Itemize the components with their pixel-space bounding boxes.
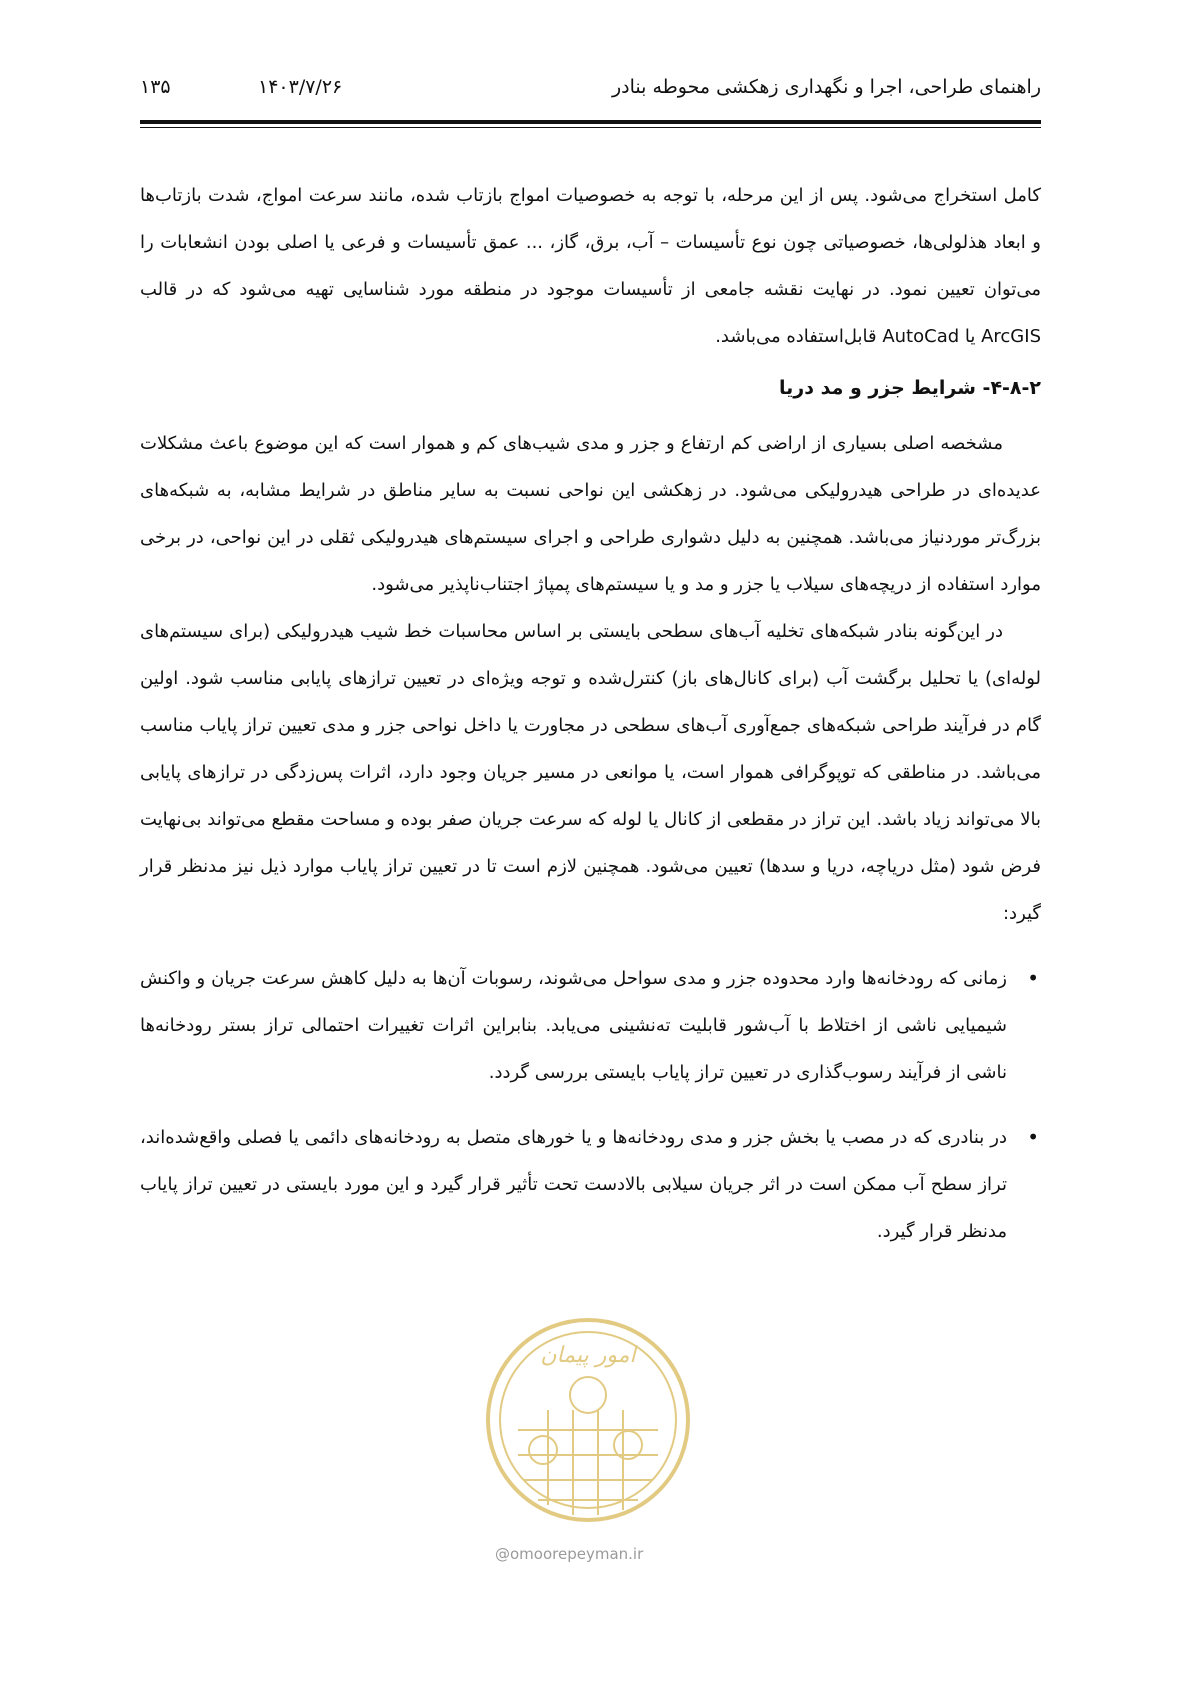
watermark-logo-text: امور پیمان <box>540 1343 636 1368</box>
document-title: راهنمای طراحی، اجرا و نگهداری زهکشی محوطه بنادر <box>611 76 1041 98</box>
section-paragraph-1: مشخصه اصلی بسیاری از اراضی کم ارتفاع و جزر و مدی شیب‌های کم و هموار است که این موضوع باعث مشکلات عدیده‌ای در طراحی هیدرولیکی می‌شود. در زهکشی این نواحی نسبت به سایر مناطق در شرایط مشابه، به شبکه‌های بزرگ‌تر موردنیاز می‌باشد. همچنین به دلیل دشواری طراحی و اجرای سیستم‌های هیدرولیکی ثقلی در این نواحی، در برخی موارد استفاده از دریچه‌های سیلاب یا جزر و مد و یا سیستم‌های پمپاژ اجتناب‌ناپذیر می‌شود. <box>140 433 1041 595</box>
page-number: ۱۳۵ <box>140 76 171 98</box>
header-date: ۱۴۰۳/۷/۲۶ <box>258 76 343 98</box>
watermark-url: @omoorepeyman.ir <box>495 1545 644 1563</box>
bullet-icon: • <box>1027 1125 1039 1149</box>
list-item-text: در بنادری که در مصب یا بخش جزر و مدی رودخانه‌ها و یا خورهای متصل به رودخانه‌های دائمی یا فصلی واقع‌شده‌اند، تراز سطح آب ممکن است در اثر جریان سیلابی بالادست تحت تأثیر قرار گیرد و این مورد بایستی در تعیین تراز پایاب مدنظر قرار گیرد. <box>140 1127 1007 1242</box>
bullet-icon: • <box>1027 966 1039 990</box>
bullet-list <box>140 955 1041 1255</box>
watermark-logo-icon <box>478 1300 698 1540</box>
list-item <box>140 955 1041 1096</box>
header-rule-thin <box>140 127 1041 128</box>
intro-paragraph: کامل استخراج می‌شود. پس از این مرحله، با توجه به خصوصیات امواج بازتاب شده، مانند سرعت امواج، شدت بازتاب‌ها و ابعاد هذلولی‌ها، خصوصیاتی چون نوع تأسیسات – آب، برق، گاز، ... عمق تأسیسات و فرعی یا اصلی بودن انشعابات را می‌توان تعیین نمود. در نهایت نقشه جامعی از تأسیسات موجود در منطقه مورد شناسایی تهیه می‌شود که در قالب ArcGIS یا AutoCad قابل‌استفاده می‌باشد. <box>140 185 1041 347</box>
section-heading: ۴-۸-۲- شرایط جزر و مد دریا <box>779 377 1041 399</box>
header-rule-thick <box>140 120 1041 124</box>
section-paragraph-2: در این‌گونه بنادر شبکه‌های تخلیه آب‌های سطحی بایستی بر اساس محاسبات خط شیب هیدرولیکی (برای سیستم‌های لوله‌ای) یا تحلیل برگشت آب (برای کانال‌های باز) کنترل‌شده و توجه ویژه‌ای در تعیین ترازهای پایابی مناسب شود. اولین گام در فرآیند طراحی شبکه‌های جمع‌آوری آب‌های سطحی در مجاورت یا داخل نواحی جزر و مدی تعیین تراز پایاب مناسب می‌باشد. در مناطقی که توپوگرافی هموار است، یا موانعی در مسیر جریان وجود دارد، اثرات پس‌زدگی در ترازهای پایابی بالا می‌تواند زیاد باشد. این تراز در مقطعی از کانال یا لوله که سرعت جریان صفر بوده و مساحت مقطع می‌تواند بی‌نهایت فرض شود (مثل دریاچه، دریا و سدها) تعیین می‌شود. همچنین لازم است تا در تعیین تراز پایاب موارد ذیل نیز مدنظر قرار گیرد: <box>140 621 1041 924</box>
running-header <box>140 76 1041 112</box>
page-body <box>140 172 1041 1273</box>
list-item-text: زمانی که رودخانه‌ها وارد محدوده جزر و مدی سواحل می‌شوند، رسوبات آن‌ها به دلیل کاهش سرعت جریان و واکنش شیمیایی ناشی از اختلاط با آب‌شور قابلیت ته‌نشینی می‌یابد. بنابراین اثرات تغییرات احتمالی تراز بستر رودخانه‌ها ناشی از فرآیند رسوب‌گذاری در تعیین تراز پایاب بایستی بررسی گردد. <box>140 968 1007 1083</box>
list-item <box>140 1114 1041 1255</box>
